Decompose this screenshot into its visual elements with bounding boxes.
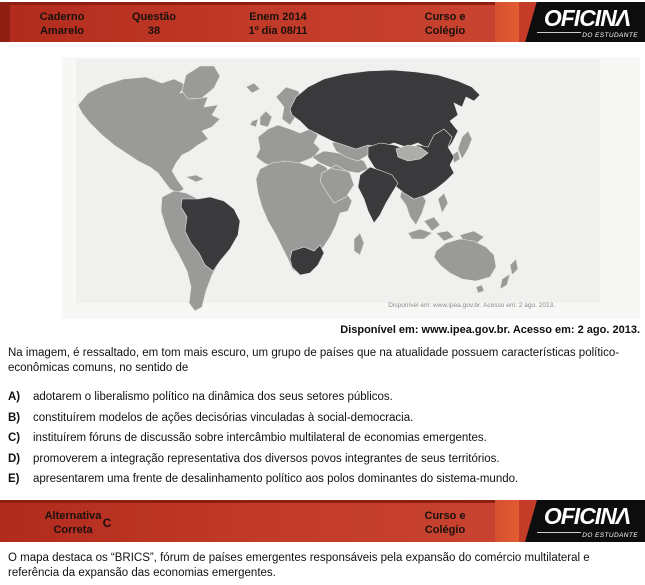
logo-wordmark: OFICINΛ (543, 5, 631, 31)
option-a-letter: A) (8, 391, 21, 403)
header-course (395, 5, 495, 42)
option-b-text: constituírem modelos de ações decisórias vinculadas à social-democracia. (33, 411, 414, 424)
option-c-text: instituírem fóruns de discussão sobre intercâmbio multilateral de economias emergentes. (33, 432, 487, 444)
header-exam-info (218, 5, 338, 42)
footer-course-line1: Curso e (424, 509, 466, 522)
logo-tagline: DO ESTUDANTE (582, 32, 638, 39)
header-left-stripe (0, 2, 10, 42)
footer-accent-segment (495, 500, 519, 542)
option-d (8, 453, 640, 466)
option-e (8, 473, 640, 486)
option-a (8, 391, 640, 404)
oficina-logo (519, 2, 645, 42)
option-d-text: promoverem a integração representativa dos diversos povos integrantes de seus territórios. (33, 452, 500, 465)
world-map-svg (62, 57, 640, 319)
header-caderno (17, 5, 107, 42)
oficina-logo-footer (519, 500, 645, 542)
alternativa-label: Alternativa (44, 509, 102, 522)
options-list (8, 391, 640, 494)
option-e-text: apresentarem uma frente de desalinhamento político aos polos dominantes do sistema-mundo. (33, 473, 519, 485)
questao-number: 38 (147, 24, 161, 37)
footer-logo-tagline: DO ESTUDANTE (582, 532, 638, 539)
footer-logo-underline (537, 532, 581, 533)
option-a-text: adotarem o liberalismo político na dinâmica dos seus setores públicos. (33, 391, 393, 403)
option-b-letter: B) (8, 411, 21, 424)
course-line1: Curso e (424, 10, 466, 23)
answer-footer-bar (0, 500, 645, 542)
course-line2: Colégio (424, 24, 466, 37)
option-b (8, 412, 640, 425)
option-c (8, 432, 640, 445)
correct-answer-value: C (102, 515, 112, 530)
option-c-letter: C) (8, 432, 21, 444)
exam-day: 1º dia 08/11 (248, 24, 308, 37)
world-map-figure (62, 57, 640, 319)
header-accent-segment (495, 2, 519, 42)
header-questao (109, 5, 199, 42)
option-d-letter: D) (8, 452, 21, 465)
caderno-label: Caderno (39, 10, 85, 23)
map-inline-source-caption: Disponível em: www.ipea.gov.br. Acesso em: 2 ago. 2013. (388, 302, 555, 309)
footer-course-line2: Colégio (424, 523, 466, 536)
question-text: Na imagem, é ressaltado, em tom mais escuro, um grupo de países que na atualidade possuem características político-econômicas comuns, no sentido de (8, 347, 620, 374)
exam-name: Enem 2014 (249, 10, 307, 23)
footer-course (395, 503, 495, 542)
footer-logo-wordmark: OFICINΛ (543, 503, 631, 529)
logo-underline (537, 32, 581, 33)
caderno-value: Amarelo (39, 24, 85, 37)
correta-label: Correta (53, 523, 93, 536)
source-caption: Disponível em: www.ipea.gov.br. Acesso em: 2 ago. 2013. (340, 324, 640, 336)
answer-explanation: O mapa destaca os “BRICS”, fórum de países emergentes responsáveis pela expansão do comércio multilateral e referência da expansão das economias emergentes. (8, 552, 590, 579)
option-e-letter: E) (8, 473, 20, 485)
exam-header-bar (0, 2, 645, 42)
questao-label: Questão (131, 10, 176, 23)
